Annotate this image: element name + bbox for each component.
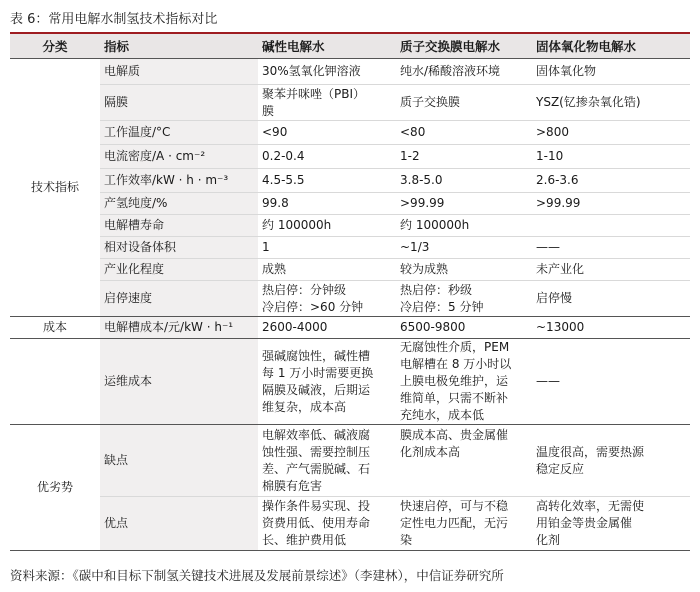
source-note: 资料来源：《碳中和目标下制氢关键技术进展及发展前景综述》（李建林），中信证券研究所 xyxy=(10,568,504,583)
table-row xyxy=(10,121,690,145)
alkaline-cell: 30%氢氧化钾溶液 xyxy=(258,59,396,85)
alkaline-cell: <90 xyxy=(258,121,396,145)
metric-cell: 电解质 xyxy=(100,59,258,85)
soec-cell: >99.99 xyxy=(532,193,690,215)
table-row xyxy=(10,145,690,169)
header-soec: 固体氧化物电解水 xyxy=(532,34,690,59)
soec-cell: —— xyxy=(532,339,690,425)
soec-cell: 高转化效率，无需使 用铂金等贵金属催 化剂 xyxy=(532,497,690,551)
table-row xyxy=(10,215,690,237)
alkaline-cell: 约 100000h xyxy=(258,215,396,237)
metric-cell: 电解槽寿命 xyxy=(100,215,258,237)
alkaline-cell: 强碱腐蚀性，碱性槽 每 1 万小时需要更换 隔膜及碱液，后期运 维复杂，成本高 xyxy=(258,339,396,425)
table-row xyxy=(10,193,690,215)
header-alkaline: 碱性电解水 xyxy=(258,34,396,59)
alkaline-cell: 1 xyxy=(258,237,396,259)
metric-cell: 启停速度 xyxy=(100,281,258,317)
table-row xyxy=(10,281,690,317)
pem-cell: ~1/3 xyxy=(396,237,532,259)
pem-cell: 质子交换膜 xyxy=(396,85,532,121)
soec-cell: 启停慢 xyxy=(532,281,690,317)
table-row xyxy=(10,169,690,193)
metric-cell: 产氢纯度/% xyxy=(100,193,258,215)
pem-cell: 6500-9800 xyxy=(396,317,532,339)
header-category: 分类 xyxy=(10,34,100,59)
alkaline-cell: 聚苯并咪唑（PBI） 膜 xyxy=(258,85,396,121)
pem-cell: 约 100000h xyxy=(396,215,532,237)
metric-cell: 产业化程度 xyxy=(100,259,258,281)
comparison-table xyxy=(10,34,690,551)
pem-cell: 纯水/稀酸溶液环境 xyxy=(396,59,532,85)
alkaline-cell: 99.8 xyxy=(258,193,396,215)
soec-cell: >800 xyxy=(532,121,690,145)
alkaline-cell: 0.2-0.4 xyxy=(258,145,396,169)
alkaline-cell: 热启停：分钟级 冷启停：>60 分钟 xyxy=(258,281,396,317)
metric-cell: 工作效率/kW · h · m⁻³ xyxy=(100,169,258,193)
soec-cell: 未产业化 xyxy=(532,259,690,281)
table-row xyxy=(10,339,690,425)
category-cell xyxy=(10,339,100,425)
soec-cell xyxy=(532,215,690,237)
header-metric: 指标 xyxy=(100,34,258,59)
category-cell: 优劣势 xyxy=(10,425,100,551)
metric-cell: 缺点 xyxy=(100,425,258,497)
pem-cell: 较为成熟 xyxy=(396,259,532,281)
alkaline-cell: 操作条件易实现、投 资费用低、使用寿命 长、维护费用低 xyxy=(258,497,396,551)
pem-cell: 无腐蚀性介质，PEM 电解槽在 8 万小时以 上膜电极免维护，运 维简单，只需不断补 充纯水，成本低 xyxy=(396,339,532,425)
soec-cell: 固体氧化物 xyxy=(532,59,690,85)
pem-cell: <80 xyxy=(396,121,532,145)
table-row xyxy=(10,259,690,281)
metric-cell: 电流密度/A · cm⁻² xyxy=(100,145,258,169)
soec-cell: 温度很高，需要热源 稳定反应 xyxy=(532,425,690,497)
pem-cell: >99.99 xyxy=(396,193,532,215)
soec-cell: 2.6-3.6 xyxy=(532,169,690,193)
pem-cell: 1-2 xyxy=(396,145,532,169)
metric-cell: 优点 xyxy=(100,497,258,551)
metric-cell: 工作温度/°C xyxy=(100,121,258,145)
alkaline-cell: 2600-4000 xyxy=(258,317,396,339)
table-row xyxy=(10,85,690,121)
pem-cell: 膜成本高、贵金属催 化剂成本高 xyxy=(396,425,532,497)
table-row xyxy=(10,59,690,85)
soec-cell: ~13000 xyxy=(532,317,690,339)
alkaline-cell: 成熟 xyxy=(258,259,396,281)
soec-cell: —— xyxy=(532,237,690,259)
header-row xyxy=(10,34,690,59)
pem-cell: 快速启停，可与不稳 定性电力匹配，无污 染 xyxy=(396,497,532,551)
metric-cell: 电解槽成本/元/kW · h⁻¹ xyxy=(100,317,258,339)
table-row xyxy=(10,317,690,339)
table-row xyxy=(10,497,690,551)
table-title: 表 6：常用电解水制氢技术指标对比 xyxy=(10,12,218,27)
pem-cell: 热启停：秒级 冷启停：5 分钟 xyxy=(396,281,532,317)
pem-cell: 3.8-5.0 xyxy=(396,169,532,193)
header-pem: 质子交换膜电解水 xyxy=(396,34,532,59)
alkaline-cell: 4.5-5.5 xyxy=(258,169,396,193)
metric-cell: 相对设备体积 xyxy=(100,237,258,259)
alkaline-cell: 电解效率低、碱液腐 蚀性强、需要控制压 差、产气需脱碱、石 棉膜有危害 xyxy=(258,425,396,497)
metric-cell: 隔膜 xyxy=(100,85,258,121)
category-cell: 技术指标 xyxy=(10,59,100,317)
soec-cell: 1-10 xyxy=(532,145,690,169)
soec-cell: YSZ(钇掺杂氧化锆) xyxy=(532,85,690,121)
metric-cell: 运维成本 xyxy=(100,339,258,425)
table-row xyxy=(10,237,690,259)
table-row xyxy=(10,425,690,497)
category-cell: 成本 xyxy=(10,317,100,339)
